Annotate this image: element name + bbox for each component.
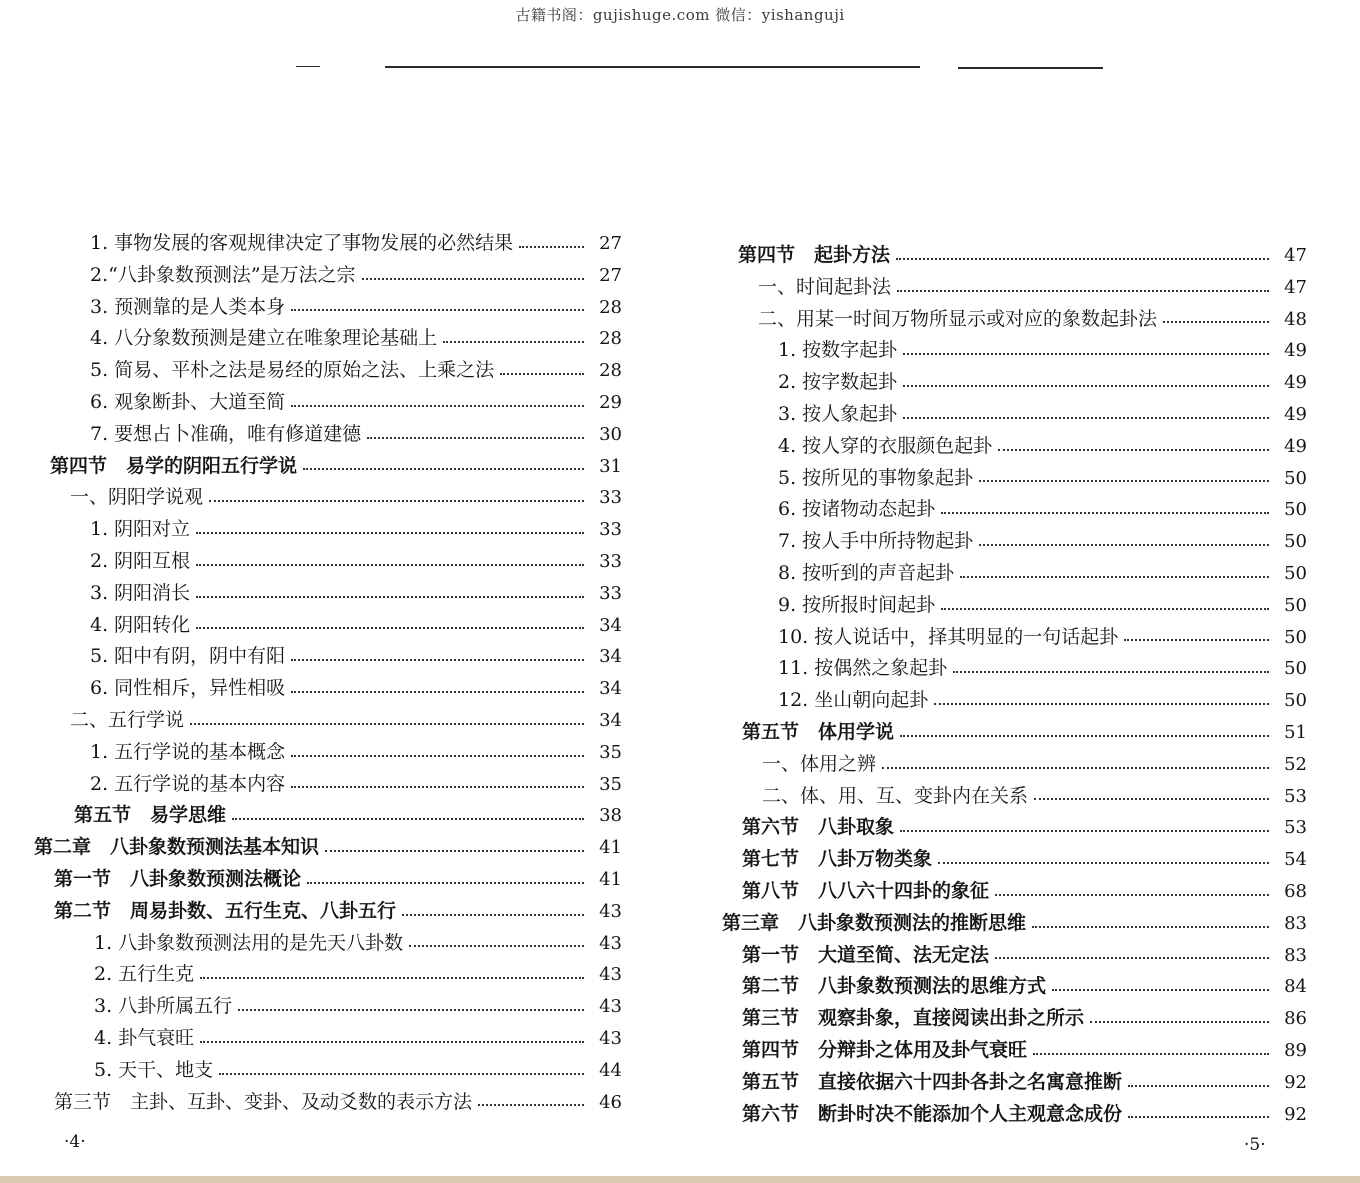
toc-entry-page: 33 bbox=[599, 519, 622, 541]
dot-leader bbox=[995, 957, 1269, 959]
dot-leader bbox=[307, 882, 584, 884]
toc-entry-title: 第六节 八卦取象 bbox=[742, 816, 895, 839]
toc-entry-page: 86 bbox=[1284, 1008, 1307, 1030]
toc-entry-title: 4. 按人穿的衣服颜色起卦 bbox=[778, 434, 993, 457]
toc-entry-page: 28 bbox=[599, 328, 622, 350]
toc-entry-title: 第五节 体用学说 bbox=[742, 720, 895, 743]
toc-entry-page: 68 bbox=[1284, 880, 1307, 902]
toc-entry-page: 49 bbox=[1284, 435, 1307, 457]
toc-entry[interactable] bbox=[34, 769, 622, 801]
toc-entry[interactable] bbox=[34, 451, 622, 483]
toc-entry-title: 4. 卦气衰旺 bbox=[94, 1026, 195, 1049]
toc-entry-title: 第四节 分辩卦之体用及卦气衰旺 bbox=[742, 1038, 1028, 1061]
dot-leader bbox=[443, 341, 584, 343]
dot-leader bbox=[402, 914, 584, 916]
toc-entry[interactable] bbox=[722, 971, 1307, 1003]
toc-entry-page: 28 bbox=[599, 296, 622, 318]
toc-entry-title: 第三节 主卦、互卦、变卦、及动爻数的表示方法 bbox=[54, 1090, 473, 1113]
watermark-text: 古籍书阁：gujishuge.com 微信：yishanguji bbox=[515, 6, 845, 24]
top-rule-center bbox=[385, 66, 920, 68]
toc-entry-title: 2.“八卦象数预测法”是万法之宗 bbox=[90, 263, 356, 286]
dot-leader bbox=[1163, 321, 1269, 323]
toc-entry-page: 33 bbox=[599, 582, 622, 604]
toc-entry-title: 第五节 易学思维 bbox=[74, 804, 227, 827]
toc-entry-title: 1. 五行学说的基本概念 bbox=[90, 740, 286, 763]
dot-leader bbox=[896, 258, 1269, 260]
dot-leader bbox=[1033, 1053, 1269, 1055]
dot-leader bbox=[200, 977, 584, 979]
toc-entry-page: 49 bbox=[1284, 403, 1307, 425]
toc-entry-title: 12. 坐山朝向起卦 bbox=[778, 689, 929, 712]
dot-leader bbox=[934, 703, 1269, 705]
toc-entry-page: 50 bbox=[1284, 626, 1307, 648]
dot-leader bbox=[362, 278, 584, 280]
toc-entry-page: 50 bbox=[1284, 658, 1307, 680]
toc-entry[interactable] bbox=[34, 896, 622, 928]
toc-entry[interactable] bbox=[722, 844, 1307, 876]
toc-entry-page: 83 bbox=[1284, 912, 1307, 934]
toc-entry-title: 二、用某一时间万物所显示或对应的象数起卦法 bbox=[758, 307, 1158, 330]
dot-leader bbox=[900, 735, 1269, 737]
toc-entry[interactable] bbox=[34, 514, 622, 546]
toc-entry-title: 第四节 起卦方法 bbox=[738, 244, 891, 266]
left-toc-list bbox=[34, 228, 622, 1118]
dot-leader bbox=[1128, 1085, 1269, 1087]
dot-leader bbox=[196, 627, 584, 629]
toc-entry-page: 34 bbox=[599, 709, 622, 731]
toc-entry-title: 二、体、用、互、变卦内在关系 bbox=[762, 784, 1029, 807]
toc-entry[interactable] bbox=[722, 781, 1307, 813]
toc-entry[interactable] bbox=[34, 228, 622, 260]
toc-entry[interactable] bbox=[34, 737, 622, 769]
dot-leader bbox=[882, 767, 1269, 769]
toc-entry[interactable] bbox=[34, 705, 622, 737]
toc-entry-title: 第五节 直接依据六十四卦各卦之名寓意推断 bbox=[742, 1070, 1123, 1093]
dot-leader bbox=[998, 449, 1269, 451]
toc-entry-page: 34 bbox=[599, 614, 622, 636]
dot-leader bbox=[478, 1104, 584, 1106]
toc-entry-page: 30 bbox=[599, 423, 622, 445]
toc-entry-title: 9. 按所报时间起卦 bbox=[778, 593, 936, 616]
dot-leader bbox=[941, 512, 1269, 514]
toc-entry-title: 二、五行学说 bbox=[70, 708, 185, 731]
dot-leader bbox=[979, 480, 1269, 482]
dot-leader bbox=[1032, 926, 1269, 928]
toc-entry[interactable] bbox=[34, 1023, 622, 1055]
right-page-number: ·5· bbox=[1244, 1135, 1266, 1155]
toc-entry-title: 1. 事物发展的客观规律决定了事物发展的必然结果 bbox=[90, 232, 514, 254]
toc-entry-title: 4. 阴阳转化 bbox=[90, 613, 191, 636]
toc-entry-title: 第三节 观察卦象，直接阅读出卦之所示 bbox=[742, 1007, 1085, 1030]
dot-leader bbox=[219, 1073, 584, 1075]
toc-entry-title: 4. 八分象数预测是建立在唯象理论基础上 bbox=[90, 327, 438, 350]
toc-entry-title: 第七节 八卦万物类象 bbox=[742, 848, 933, 871]
toc-entry-page: 54 bbox=[1284, 849, 1307, 871]
toc-entry[interactable] bbox=[722, 1099, 1307, 1131]
dot-leader bbox=[953, 671, 1269, 673]
toc-entry[interactable] bbox=[722, 685, 1307, 717]
dot-leader bbox=[196, 564, 584, 566]
toc-entry-title: 第二章 八卦象数预测法基本知识 bbox=[34, 836, 320, 859]
dot-leader bbox=[291, 691, 584, 693]
toc-entry-title: 3. 预测靠的是人类本身 bbox=[90, 295, 286, 318]
toc-entry[interactable] bbox=[34, 610, 622, 642]
toc-entry[interactable] bbox=[722, 908, 1307, 940]
dot-leader bbox=[196, 596, 584, 598]
toc-entry-page: 34 bbox=[599, 646, 622, 668]
toc-entry-title: 7. 要想占卜准确，唯有修道建德 bbox=[90, 422, 362, 445]
dot-leader bbox=[1052, 989, 1269, 991]
toc-entry-title: 3. 按人象起卦 bbox=[778, 402, 898, 425]
toc-entry[interactable] bbox=[722, 431, 1307, 463]
dot-leader bbox=[995, 894, 1269, 896]
toc-entry-page: 33 bbox=[599, 550, 622, 572]
toc-entry-title: 第四节 易学的阴阳五行学说 bbox=[50, 454, 298, 477]
toc-entry-page: 41 bbox=[599, 837, 622, 859]
toc-entry[interactable] bbox=[722, 812, 1307, 844]
toc-entry-title: 1. 按数字起卦 bbox=[778, 339, 898, 362]
top-rule-right bbox=[958, 67, 1103, 69]
toc-entry[interactable] bbox=[722, 558, 1307, 590]
toc-entry-page: 47 bbox=[1284, 245, 1307, 266]
toc-entry-page: 53 bbox=[1284, 817, 1307, 839]
toc-entry[interactable] bbox=[34, 482, 622, 514]
dot-leader bbox=[1128, 1116, 1269, 1118]
toc-entry-page: 48 bbox=[1284, 308, 1307, 330]
toc-entry[interactable] bbox=[34, 419, 622, 451]
toc-entry[interactable] bbox=[722, 876, 1307, 908]
toc-entry-title: 1. 八卦象数预测法用的是先天八卦数 bbox=[94, 931, 404, 954]
left-page bbox=[34, 228, 622, 1118]
toc-entry-title: 5. 简易、平朴之法是易经的原始之法、上乘之法 bbox=[90, 359, 495, 382]
toc-entry[interactable] bbox=[722, 304, 1307, 336]
toc-entry-title: 第六节 断卦时决不能添加个人主观意念成份 bbox=[742, 1102, 1123, 1125]
toc-entry-page: 89 bbox=[1284, 1039, 1307, 1061]
dot-leader bbox=[238, 1009, 584, 1011]
toc-entry-title: 第八节 八八六十四卦的象征 bbox=[742, 879, 990, 902]
toc-entry[interactable] bbox=[34, 1087, 622, 1119]
toc-entry-title: 2. 阴阳互根 bbox=[90, 549, 191, 572]
toc-entry-page: 43 bbox=[599, 932, 622, 954]
toc-entry-page: 50 bbox=[1284, 499, 1307, 521]
toc-entry-page: 46 bbox=[599, 1091, 622, 1113]
dot-leader bbox=[897, 290, 1269, 292]
dot-leader bbox=[903, 385, 1269, 387]
toc-entry-page: 53 bbox=[1284, 785, 1307, 807]
toc-entry-title: 3. 八卦所属五行 bbox=[94, 995, 233, 1018]
toc-entry-title: 第一节 八卦象数预测法概论 bbox=[54, 867, 302, 890]
toc-entry-page: 33 bbox=[599, 487, 622, 509]
toc-entry[interactable] bbox=[34, 959, 622, 991]
toc-entry-title: 第一节 大道至简、法无定法 bbox=[742, 943, 990, 966]
toc-entry-title: 一、阴阳学说观 bbox=[70, 486, 204, 509]
toc-entry[interactable] bbox=[34, 355, 622, 387]
toc-entry-page: 52 bbox=[1284, 753, 1307, 775]
toc-entry[interactable] bbox=[722, 526, 1307, 558]
toc-entry[interactable] bbox=[722, 749, 1307, 781]
toc-entry-page: 44 bbox=[599, 1059, 622, 1081]
toc-entry-title: 第二节 八卦象数预测法的思维方式 bbox=[742, 975, 1047, 998]
toc-entry[interactable] bbox=[722, 335, 1307, 367]
dot-leader bbox=[1090, 1021, 1269, 1023]
toc-entry[interactable] bbox=[722, 272, 1307, 304]
toc-entry-page: 84 bbox=[1284, 976, 1307, 998]
toc-entry-title: 一、体用之辨 bbox=[762, 752, 877, 775]
toc-entry-title: 第三章 八卦象数预测法的推断思维 bbox=[722, 911, 1027, 934]
dot-leader bbox=[291, 405, 584, 407]
dot-leader bbox=[367, 437, 584, 439]
dot-leader bbox=[291, 755, 584, 757]
toc-entry-page: 43 bbox=[599, 900, 622, 922]
dot-leader bbox=[903, 353, 1269, 355]
toc-entry-page: 43 bbox=[599, 964, 622, 986]
dot-leader bbox=[200, 1041, 584, 1043]
toc-entry-title: 2. 五行学说的基本内容 bbox=[90, 772, 286, 795]
toc-entry[interactable] bbox=[722, 1003, 1307, 1035]
toc-entry-title: 2. 按字数起卦 bbox=[778, 371, 898, 394]
dot-leader bbox=[519, 246, 584, 248]
dot-leader bbox=[903, 417, 1269, 419]
toc-entry[interactable] bbox=[34, 800, 622, 832]
toc-entry[interactable] bbox=[722, 494, 1307, 526]
toc-entry[interactable] bbox=[34, 578, 622, 610]
toc-entry-page: 27 bbox=[599, 264, 622, 286]
toc-entry[interactable] bbox=[34, 1055, 622, 1087]
toc-entry-page: 29 bbox=[599, 391, 622, 413]
toc-entry[interactable] bbox=[34, 641, 622, 673]
toc-entry-title: 1. 阴阳对立 bbox=[90, 518, 191, 541]
toc-entry-page: 50 bbox=[1284, 562, 1307, 584]
toc-entry[interactable] bbox=[34, 292, 622, 324]
dot-leader bbox=[291, 786, 584, 788]
toc-entry-page: 41 bbox=[599, 868, 622, 890]
toc-entry-page: 47 bbox=[1284, 276, 1307, 298]
toc-entry[interactable] bbox=[34, 864, 622, 896]
dot-leader bbox=[291, 309, 584, 311]
toc-entry-page: 50 bbox=[1284, 531, 1307, 553]
toc-entry[interactable] bbox=[722, 717, 1307, 749]
toc-entry-page: 35 bbox=[599, 773, 622, 795]
toc-entry[interactable] bbox=[34, 260, 622, 292]
toc-entry[interactable] bbox=[34, 546, 622, 578]
toc-entry-page: 50 bbox=[1284, 467, 1307, 489]
dot-leader bbox=[303, 468, 584, 470]
dot-leader bbox=[900, 830, 1269, 832]
dot-leader bbox=[232, 818, 584, 820]
dot-leader bbox=[409, 945, 584, 947]
dot-leader bbox=[938, 862, 1269, 864]
toc-entry-title: 一、时间起卦法 bbox=[758, 275, 892, 298]
toc-entry-page: 49 bbox=[1284, 372, 1307, 394]
toc-entry-title: 11. 按偶然之象起卦 bbox=[778, 657, 948, 680]
toc-entry[interactable] bbox=[722, 653, 1307, 685]
toc-entry-page: 34 bbox=[599, 678, 622, 700]
dot-leader bbox=[196, 532, 584, 534]
toc-entry-page: 49 bbox=[1284, 340, 1307, 362]
toc-entry-title: 3. 阴阳消长 bbox=[90, 581, 191, 604]
toc-entry-page: 92 bbox=[1284, 1071, 1307, 1093]
toc-entry-title: 5. 天干、地支 bbox=[94, 1058, 214, 1081]
toc-entry-page: 50 bbox=[1284, 690, 1307, 712]
toc-entry[interactable] bbox=[722, 1035, 1307, 1067]
toc-entry-page: 27 bbox=[599, 233, 622, 254]
toc-entry-title: 2. 五行生克 bbox=[94, 963, 195, 986]
dot-leader bbox=[941, 608, 1269, 610]
dot-leader bbox=[209, 500, 584, 502]
right-page bbox=[722, 240, 1307, 1130]
toc-entry-title: 8. 按听到的声音起卦 bbox=[778, 561, 955, 584]
dot-leader bbox=[190, 723, 584, 725]
toc-entry-page: 38 bbox=[599, 805, 622, 827]
toc-entry[interactable] bbox=[722, 399, 1307, 431]
toc-entry-page: 28 bbox=[599, 360, 622, 382]
toc-entry-title: 第二节 周易卦数、五行生克、八卦五行 bbox=[54, 899, 397, 922]
toc-entry-title: 5. 按所见的事物象起卦 bbox=[778, 466, 974, 489]
toc-entry-page: 92 bbox=[1284, 1103, 1307, 1125]
toc-entry[interactable] bbox=[722, 240, 1307, 272]
dot-leader bbox=[1124, 639, 1269, 641]
toc-entry[interactable] bbox=[722, 463, 1307, 495]
dot-leader bbox=[291, 659, 584, 661]
toc-entry[interactable] bbox=[34, 832, 622, 864]
toc-entry-title: 7. 按人手中所持物起卦 bbox=[778, 530, 974, 553]
dot-leader bbox=[500, 373, 584, 375]
dot-leader bbox=[979, 544, 1269, 546]
toc-entry-page: 51 bbox=[1284, 721, 1307, 743]
toc-entry-title: 6. 按诸物动态起卦 bbox=[778, 498, 936, 521]
toc-entry-title: 10. 按人说话中，择其明显的一句话起卦 bbox=[778, 625, 1119, 648]
toc-entry-page: 83 bbox=[1284, 944, 1307, 966]
bottom-edge bbox=[0, 1176, 1360, 1183]
toc-entry-page: 43 bbox=[599, 1027, 622, 1049]
top-rule-left bbox=[296, 66, 320, 67]
toc-entry[interactable] bbox=[34, 323, 622, 355]
dot-leader bbox=[960, 576, 1269, 578]
toc-entry[interactable] bbox=[722, 1067, 1307, 1099]
dot-leader bbox=[325, 850, 584, 852]
toc-entry-title: 5. 阳中有阴，阴中有阳 bbox=[90, 645, 286, 668]
toc-entry-page: 35 bbox=[599, 741, 622, 763]
left-page-number: ·4· bbox=[64, 1132, 86, 1152]
toc-entry[interactable] bbox=[34, 991, 622, 1023]
toc-entry[interactable] bbox=[722, 940, 1307, 972]
toc-entry[interactable] bbox=[34, 928, 622, 960]
toc-entry[interactable] bbox=[722, 367, 1307, 399]
toc-entry-page: 31 bbox=[599, 455, 622, 477]
toc-entry-title: 6. 观象断卦、大道至简 bbox=[90, 390, 286, 413]
toc-entry[interactable] bbox=[722, 622, 1307, 654]
toc-entry[interactable] bbox=[34, 387, 622, 419]
right-toc-list bbox=[722, 240, 1307, 1130]
toc-entry[interactable] bbox=[722, 590, 1307, 622]
toc-entry-title: 6. 同性相斥，异性相吸 bbox=[90, 677, 286, 700]
toc-entry-page: 43 bbox=[599, 996, 622, 1018]
toc-entry-page: 50 bbox=[1284, 594, 1307, 616]
dot-leader bbox=[1034, 798, 1269, 800]
toc-entry[interactable] bbox=[34, 673, 622, 705]
